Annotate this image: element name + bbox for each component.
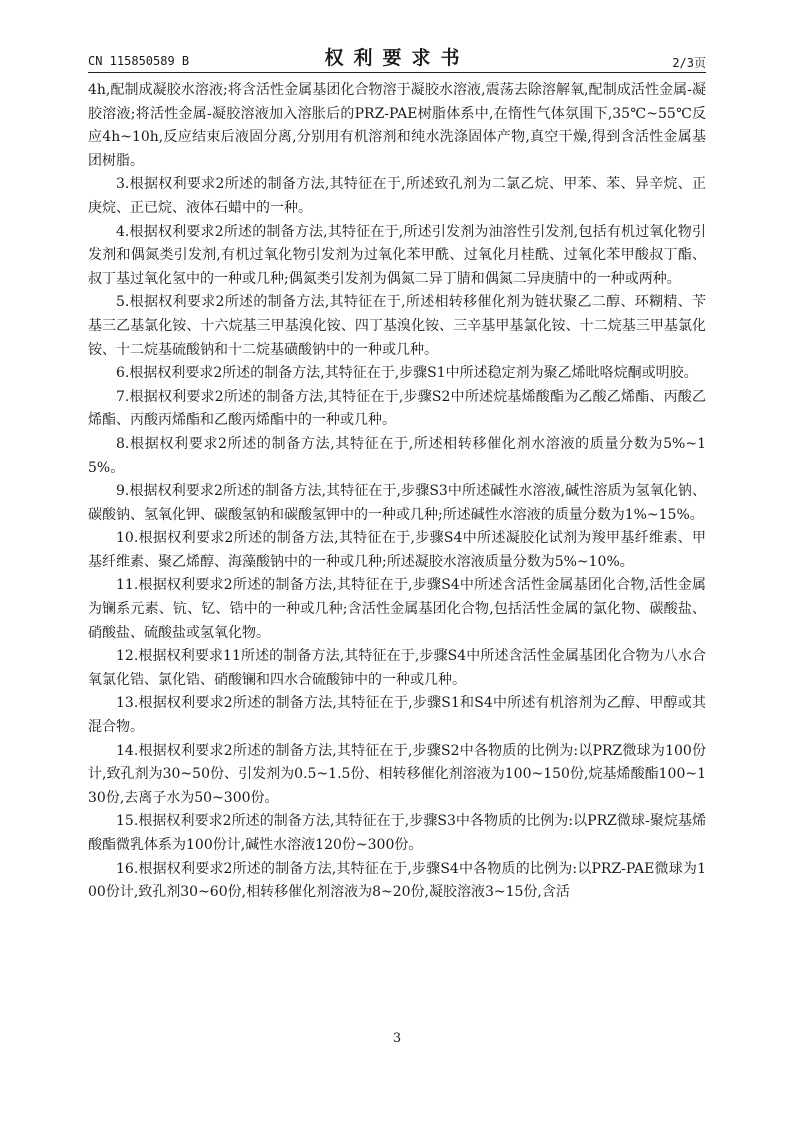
claim-14: 14.根据权利要求2所述的制备方法,其特征在于,步骤S2中各物质的比例为:以PRZ微球为100份计,致孔剂为30~50份、引发剂为0.5~1.5份、相转移催化剂溶液为100~150份,烷基烯酸酯100~130份,去离子水为50~300份。 [88,742,706,806]
claim-10: 10.根据权利要求2所述的制备方法,其特征在于,步骤S4中所述凝胶化试剂为羧甲基纤维素、甲基纤维素、聚乙烯醇、海藻酸钠中的一种或几种;所述凝胶水溶液质量分数为5%~10%。 [88,530,706,570]
claim-11: 11.根据权利要求2所述的制备方法,其特征在于,步骤S4中所述含活性金属基团化合物,活性金属为镧系元素、钪、钇、锆中的一种或几种;含活性金属基团化合物,包括活性金属的氯化物、碳酸盐、硝酸盐、硫酸盐或氢氧化物。 [88,577,706,641]
claim-7: 7.根据权利要求2所述的制备方法,其特征在于,步骤S2中所述烷基烯酸酯为乙酸乙烯酯、丙酸乙烯酯、丙酸丙烯酯和乙酸丙烯酯中的一种或几种。 [88,388,706,429]
claim-6: 6.根据权利要求2所述的制备方法,其特征在于,步骤S1中所述稳定剂为聚乙烯吡咯烷酮或明胶。 [116,365,698,382]
claim-13: 13.根据权利要求2所述的制备方法,其特征在于,步骤S1和S4中所述有机溶剂为乙醇、甲醇或其混合物。 [88,695,706,736]
claims-body [88,79,706,905]
page-header [88,40,706,72]
claim-5: 5.根据权利要求2所述的制备方法,其特征在于,所述相转移催化剂为链状聚乙二醇、环糊精、苄基三乙基氯化铵、十六烷基三甲基溴化铵、四丁基溴化铵、三辛基甲基氯化铵、十二烷基三甲基氯化铵、十二烷基硫酸钠和十二烷基磺酸钠中的一种或几种。 [88,294,706,358]
page-indicator: 2/3页 [672,56,706,70]
claim-16: 16.根据权利要求2所述的制备方法,其特征在于,步骤S4中各物质的比例为:以PRZ-PAE微球为100份计,致孔剂30~60份,相转移催化剂溶液为8~20份,凝胶溶液3~15份,含活 [88,860,706,901]
page-number: 3 [392,1031,402,1046]
claim-3: 3.根据权利要求2所述的制备方法,其特征在于,所述致孔剂为二氯乙烷、甲苯、苯、异辛烷、正庚烷、正已烷、液体石蜡中的一种。 [88,176,706,216]
claim-12: 12.根据权利要求11所述的制备方法,其特征在于,步骤S4中所述含活性金属基团化合物为八水合氧氯化锆、氯化锆、硝酸镧和四水合硫酸铈中的一种或几种。 [88,648,706,688]
patent-number: CN 115850589 B [88,54,190,68]
header-divider [88,72,706,73]
claim-9: 9.根据权利要求2所述的制备方法,其特征在于,步骤S3中所述碱性水溶液,碱性溶质为氢氧化钠、碳酸钠、氢氧化钾、碳酸氢钠和碳酸氢钾中的一种或几种;所述碱性水溶液的质量分数为1%~15%。 [88,483,706,523]
claim-4: 4.根据权利要求2所述的制备方法,其特征在于,所述引发剂为油溶性引发剂,包括有机过氧化物引发剂和偶氮类引发剂,有机过氧化物引发剂为过氧化苯甲酰、过氧化月桂酰、过氧化苯甲酸叔丁酯、叔丁基过氧化氢中的一种或几种;偶氮类引发剂为偶氮二异丁腈和偶氮二异庚腈中的一种或两种。 [88,223,706,287]
claim-8: 8.根据权利要求2所述的制备方法,其特征在于,所述相转移催化剂水溶液的质量分数为5%~15%。 [88,435,706,476]
section-title: 权利要求书 [324,47,470,69]
claim-continuation: 4h,配制成凝胶水溶液;将含活性金属基团化合物溶于凝胶水溶液,震荡去除溶解氧,配制成活性金属-凝胶溶液;将活性金属-凝胶溶液加入溶胀后的PRZ-PAE树脂体系中,在惰性气体氛围下,35℃~55℃反应4h~10h,反应结束后液固分离,分别用有机溶剂和纯水洗涤固体产物,真空干燥,得到含活性金属基团树脂。 [88,82,706,169]
claim-15: 15.根据权利要求2所述的制备方法,其特征在于,步骤S3中各物质的比例为:以PRZ微球-聚烷基烯酸酯微乳体系为100份计,碱性水溶液120份~300份。 [88,813,706,853]
